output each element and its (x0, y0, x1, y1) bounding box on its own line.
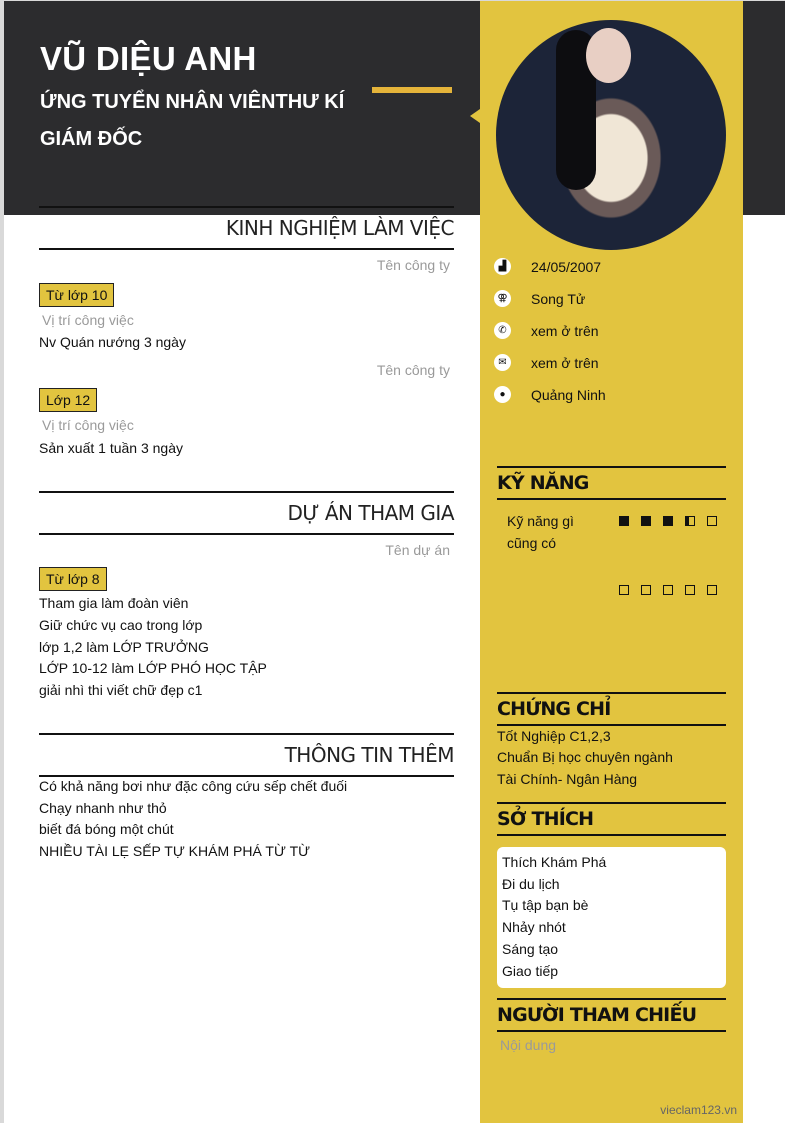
candidate-name: VŨ DIỆU ANH (40, 40, 257, 77)
job-description: Nv Quán nướng 3 ngày (39, 334, 186, 350)
additional-line: biết đá bóng một chút (39, 821, 174, 837)
references-heading: NGƯỜI THAM CHIẾU (497, 998, 726, 1032)
phone-icon: ✆ (494, 322, 511, 339)
certificate-line: Tốt Nghiệp C1,2,3 (497, 728, 611, 744)
skill-rating-dot (707, 516, 717, 526)
skill-rating-dot (707, 585, 717, 595)
hobbies-heading: SỞ THÍCH (497, 802, 726, 836)
skill-rating-dot (663, 585, 673, 595)
skill-rating-dot (663, 516, 673, 526)
skill-rating-dot (619, 516, 629, 526)
additional-info-heading: THÔNG TIN THÊM (39, 733, 454, 777)
company-name: Tên công ty (376, 362, 450, 378)
profile-photo (496, 20, 726, 250)
job-description: Sản xuất 1 tuần 3 ngày (39, 440, 183, 456)
certificate-line: Tài Chính- Ngân Hàng (497, 771, 638, 787)
skill-rating-dot (685, 585, 695, 595)
location-icon: ● (494, 386, 511, 403)
hobby-item: Nhảy nhót (502, 919, 566, 936)
birthday-cake-icon: ▟ (494, 258, 511, 275)
address: Quảng Ninh (531, 387, 606, 403)
projects-heading: DỰ ÁN THAM GIA (39, 491, 454, 535)
hobby-item: Sáng tạo (502, 940, 559, 957)
hobby-item: Giao tiếp (502, 962, 559, 979)
job-position: Vị trí công việc (42, 312, 134, 328)
email: xem ở trên (531, 355, 599, 371)
additional-line: NHIỀU TÀI LẸ SẾP TỰ KHÁM PHÁ TỪ TỪ (39, 843, 311, 859)
skill-rating-dot (619, 585, 629, 595)
certificate-line: Chuẩn Bị học chuyên ngành (497, 749, 673, 765)
hobby-item: Tụ tập bạn bè (502, 897, 589, 914)
project-line: giải nhì thi viết chữ đẹp c1 (39, 682, 203, 698)
accent-bar (372, 87, 452, 93)
hobby-item: Thích Khám Phá (502, 854, 607, 870)
job-title: ỨNG TUYỂN NHÂN VIÊNTHƯ KÍ GIÁM ĐỐC (40, 91, 345, 150)
skill-rating-dot (685, 516, 695, 526)
email-icon: ✉ (494, 354, 511, 371)
project-period: Từ lớp 8 (39, 567, 107, 591)
hobby-item: Đi du lịch (502, 875, 560, 892)
gender: Song Tử (531, 291, 586, 307)
certificates-heading: CHỨNG CHỈ (497, 692, 726, 726)
references-content: Nội dung (500, 1037, 557, 1053)
hobbies-box (497, 847, 726, 988)
project-line: LỚP 10-12 làm LỚP PHÓ HỌC TẬP (39, 660, 267, 676)
birthdate: 24/05/2007 (531, 259, 602, 275)
accent-triangle (470, 109, 480, 123)
company-name: Tên công ty (376, 257, 450, 273)
skill-name: Kỹ năng gì cũng có (507, 513, 574, 551)
watermark: vieclam123.vn (660, 1103, 737, 1117)
phone: xem ở trên (531, 323, 599, 339)
experience-heading: KINH NGHIỆM LÀM VIỆC (39, 206, 454, 250)
job-position: Vị trí công việc (42, 417, 134, 433)
experience-period: Từ lớp 10 (39, 283, 114, 307)
skills-heading: KỸ NĂNG (497, 466, 726, 500)
project-line: Tham gia làm đoàn viên (39, 595, 189, 611)
additional-line: Chạy nhanh như thỏ (39, 800, 167, 816)
skill-rating-dot (641, 585, 651, 595)
project-line: lớp 1,2 làm LỚP TRƯỞNG (39, 639, 209, 655)
skill-rating-dot (641, 516, 651, 526)
project-line: Giữ chức vụ cao trong lớp (39, 617, 203, 633)
project-name: Tên dự án (385, 542, 450, 558)
gender-icon: ⚢ (494, 290, 511, 307)
additional-line: Có khả năng bơi như đặc công cứu sếp chết đuối (39, 778, 348, 794)
experience-period: Lớp 12 (39, 388, 97, 412)
